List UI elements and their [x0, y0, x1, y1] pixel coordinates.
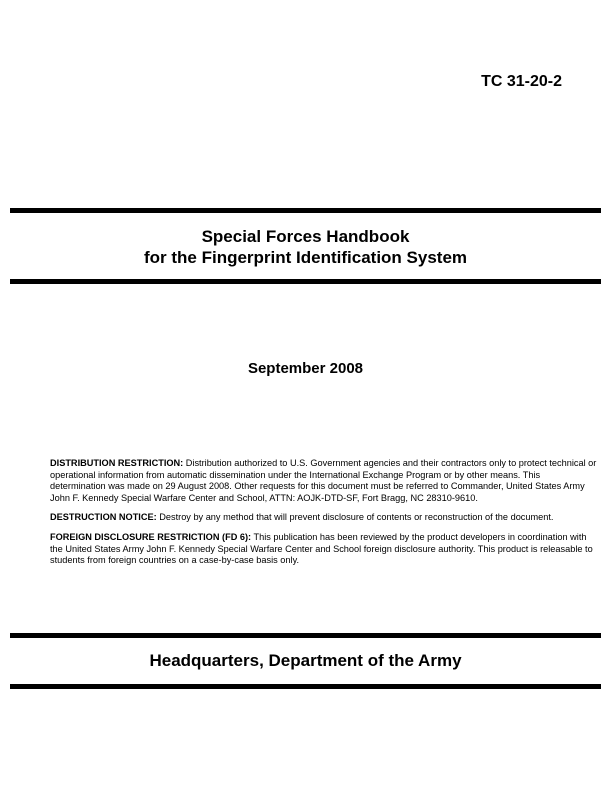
distribution-restriction: [50, 458, 598, 504]
destruction-notice: [50, 512, 598, 524]
restriction-notices: [50, 458, 598, 575]
headquarters-line: Headquarters, Department of the Army: [149, 651, 462, 670]
title-line-2: for the Fingerprint Identification System: [143, 248, 468, 267]
foreign-disclosure-text: This publication has been reviewed by the product developers in coordination with the United States Army John F. Kennedy Special Warfare Center and School foreign disclosure authority. This product is releasable to students from foreign countries on a case-by-case basis only.: [50, 531, 593, 566]
title-top-rule: [10, 208, 601, 213]
document-number: TC 31-20-2: [481, 73, 562, 90]
footer-top-rule: [10, 633, 601, 638]
foreign-disclosure-restriction: [50, 532, 598, 567]
destruction-notice-label: DESTRUCTION NOTICE:: [50, 512, 157, 523]
foreign-disclosure-label: FOREIGN DISCLOSURE RESTRICTION (FD 6):: [50, 531, 252, 542]
distribution-restriction-label: DISTRIBUTION RESTRICTION:: [50, 458, 184, 468]
title-line-1: Special Forces Handbook: [201, 227, 410, 246]
destruction-notice-text: Destroy by any method that will prevent disclosure of contents or reconstruction of the document.: [156, 512, 554, 523]
title-bottom-rule: [10, 279, 601, 284]
document-title: [10, 226, 601, 268]
footer-bottom-rule: [10, 684, 601, 689]
distribution-restriction-text: Distribution authorized to U.S. Government agencies and their contractors only to protect technical or operational information from automatic dissemination under the International Exchange Program or by other means. This determination was made on 29 August 2008. Other requests for this document must be referred to Commander, United States Army John F. Kennedy Special Warfare Center and School, ATTN: AOJK-DTD-SF, Fort Bragg, NC 28310-9610.: [50, 458, 597, 503]
publication-date: September 2008: [247, 360, 364, 377]
